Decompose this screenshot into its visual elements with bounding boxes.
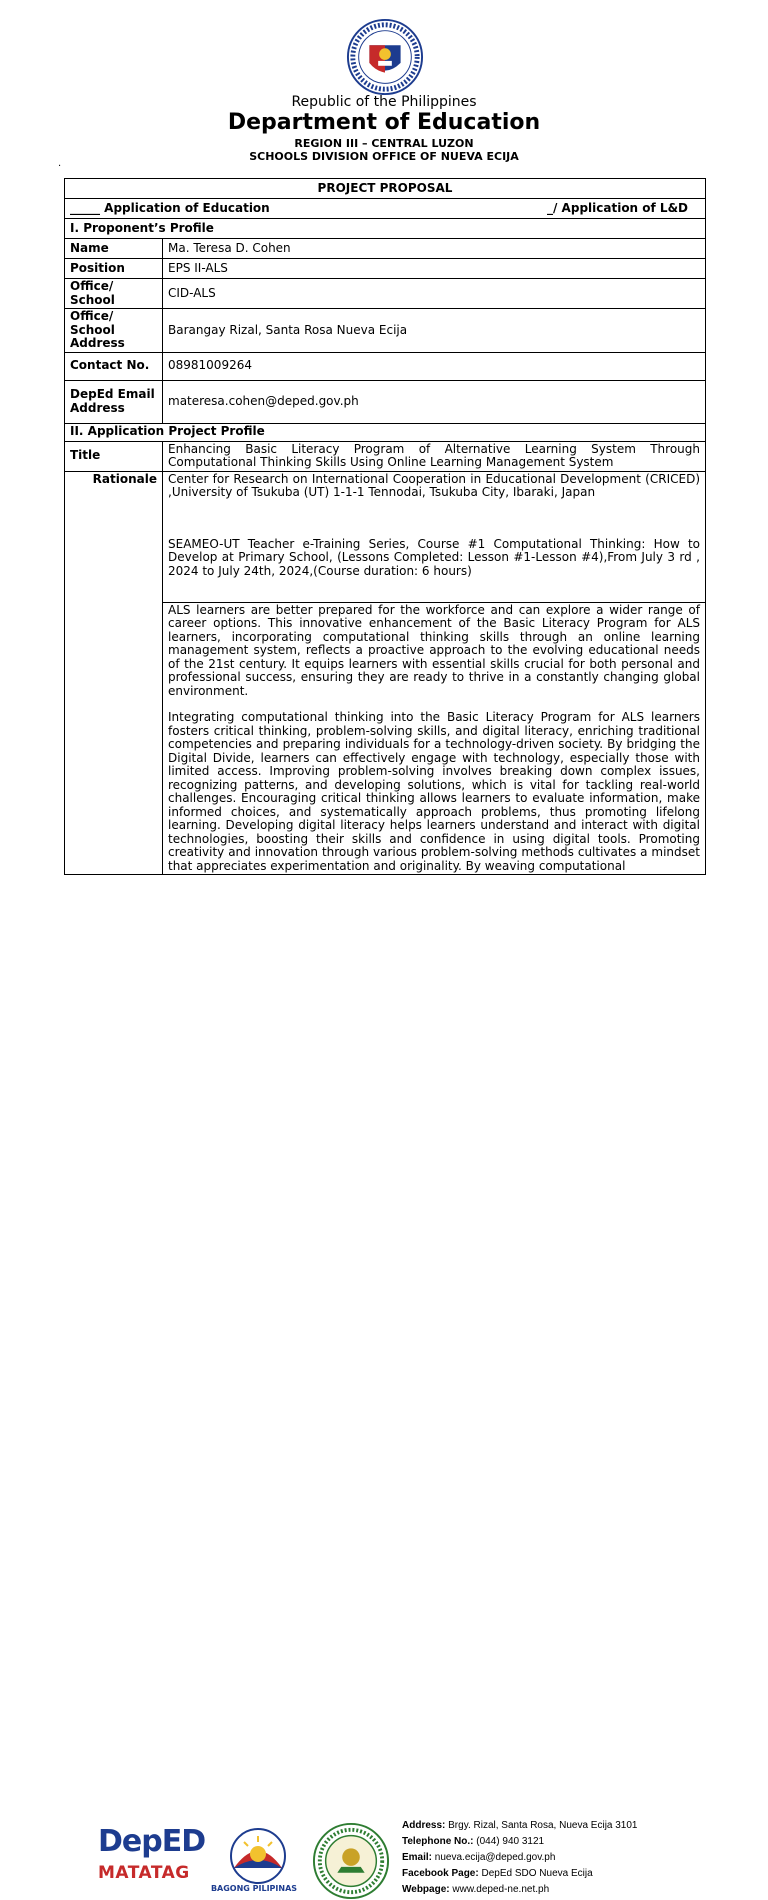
title-value: Enhancing Basic Literacy Program of Alternative Learning System Through Computational Thinking Skills Using Online Learning Management System [163,441,706,471]
position-label: Position [65,259,163,279]
section-proponent-profile: I. Proponent’s Profile [65,219,706,239]
footer-webpage-label: Webpage: [402,1884,450,1895]
footer-address-label: Address: [402,1820,446,1831]
email-value: materesa.cohen@deped.gov.ph [163,380,706,423]
name-label: Name [65,239,163,259]
footer-facebook-value: DepEd SDO Nueva Ecija [481,1868,593,1879]
contact-label: Contact No. [65,352,163,380]
proposal-table [64,178,706,875]
deped-seal-icon [346,18,424,96]
rationale-paragraph-2: Integrating computational thinking into the Basic Literacy Program for ALS learners fosters critical thinking, problem-solving skills, and digital literacy, enriching traditional competencies and preparing individuals for a technology-driven society. By bridging the Digital Divide, learners can effectively engage with technology, especially those with limited access. Improving problem-solving involves breaking down complex issues, recognizing patterns, and developing solutions, which is vital for tackling real-world challenges. Encouraging critical thinking allows learners to evaluate information, make informed choices, and systematically approach problems, thus promoting lifelong learning. Developing digital literacy helps learners understand and interact with digital technologies, boosting their skills and confidence in using digital tools. Promoting creativity and innovation through various problem-solving methods cultivates a mindset that appreciates experimentation and originality. By weaving computational [168,710,700,873]
office-label: Office/ School [65,279,163,309]
title-label: Title [65,441,163,471]
contact-block [402,1818,638,1898]
matatag-logo-text: MATATAG [98,1863,190,1883]
region-heading: REGION III – CENTRAL LUZON [294,137,474,150]
form-title: PROJECT PROPOSAL [65,179,706,199]
bagong-pilipinas-text: BAGONG PILIPINAS [210,1884,298,1893]
rationale-training-cell [163,471,706,602]
contact-value: 08981009264 [163,352,706,380]
footer-webpage-value: www.deped-ne.net.ph [452,1884,550,1895]
rationale-paragraph-1: ALS learners are better prepared for the workforce and can explore a wider range of career options. This innovative enhancement of the Basic Literacy Program for ALS learners, incorporating computational thinking skills through an online learning management system, reflects a proactive approach to the evolving educational needs of the 21st century. It equips learners with essential skills crucial for both personal and professional success, ensuring they are ready to thrive in a constantly changing global environment. [168,602,700,698]
address-value: Barangay Rizal, Santa Rosa Nueva Ecija [163,309,706,353]
email-label: DepEd Email Address [65,380,163,423]
department-heading: Department of Education [227,110,541,135]
address-label: Office/ School Address [65,309,163,353]
rationale-course: SEAMEO-UT Teacher e-Training Series, Course #1 Computational Thinking: How to Develop at Primary School, (Lessons Completed: Lesson #1-Lesson #4),From July 3 rd , 2024 to July 24th, 2024,(Course duration: 6 hours) [168,536,700,578]
rationale-label: Rationale [65,471,163,875]
bagong-pilipinas-logo-icon [218,1826,298,1884]
footer-telephone-value: (044) 940 3121 [476,1836,545,1847]
section-project-profile: II. Application Project Profile [65,423,706,441]
deped-matatag-logo [98,1824,206,1883]
application-row [65,199,706,219]
sdo-heading: SCHOOLS DIVISION OFFICE OF NUEVA ECIJA [249,150,519,163]
footer-facebook-label: Facebook Page: [402,1868,479,1879]
position-value: EPS II-ALS [163,259,706,279]
footer-telephone-label: Telephone No.: [402,1836,474,1847]
rationale-body-cell [163,602,706,875]
app-ld-option: _/ Application of L&D [547,200,688,215]
deped-logo-text: DepED [98,1824,206,1859]
footer-email-value: nueva.ecija@deped.gov.ph [434,1852,556,1863]
sdo-nueva-ecija-seal-icon [312,1822,390,1900]
office-value: CID-ALS [163,279,706,309]
stray-dot: . [58,158,62,169]
app-education-option: _____ Application of Education [70,200,270,215]
rationale-org: Center for Research on International Cooperation in Educational Development (CRICED) ,University of Tsukuba (UT) 1-1-1 Tennodai, Tsukuba City, Ibaraki, Japan [168,471,700,499]
footer [0,906,768,1895]
republic-heading: Republic of the Philippines [291,94,477,110]
name-value: Ma. Teresa D. Cohen [163,239,706,259]
footer-email-label: Email: [402,1852,433,1863]
footer-address-value: Brgy. Rizal, Santa Rosa, Nueva Ecija 3101 [448,1820,638,1831]
